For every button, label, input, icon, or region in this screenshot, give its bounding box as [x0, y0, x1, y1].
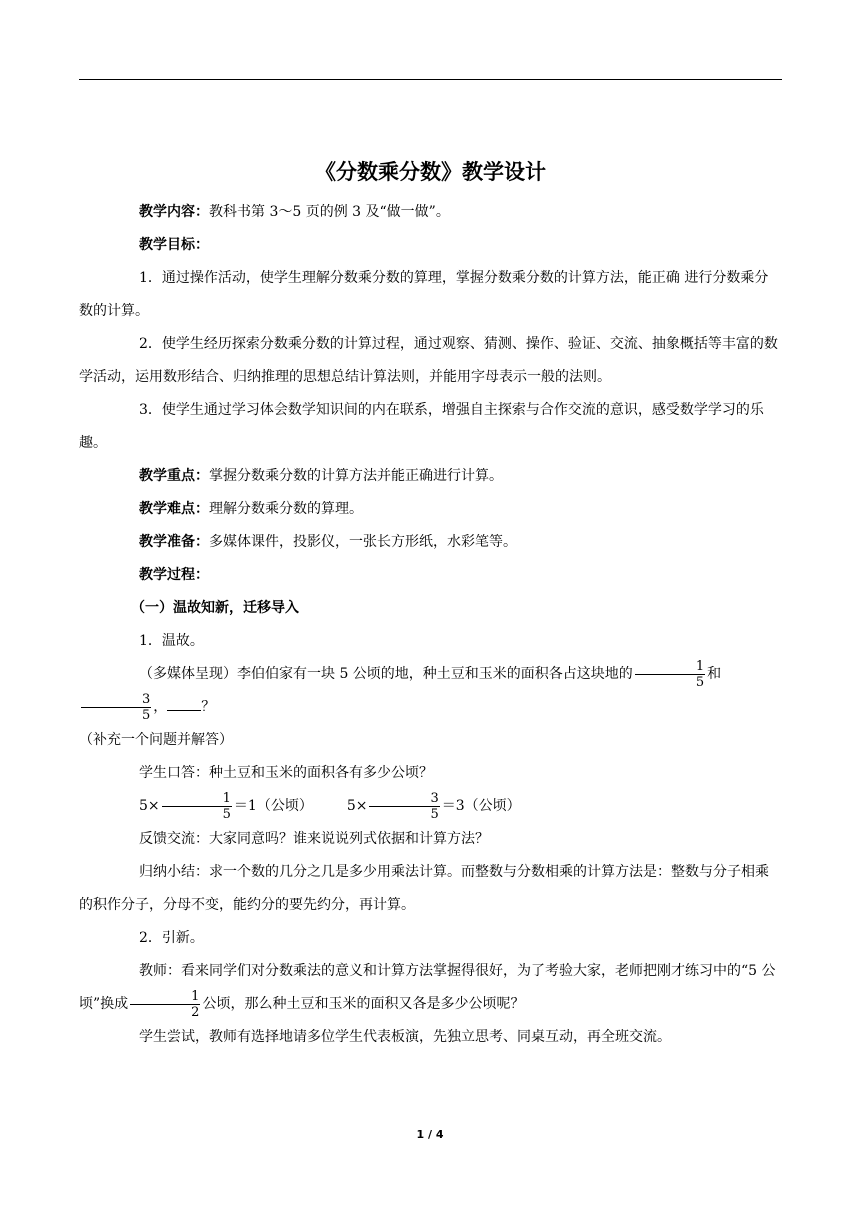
- key-point-text: 掌握分数乘分数的计算方法并能正确进行计算。: [209, 468, 503, 484]
- goal-1: 1．通过操作活动，使学生理解分数乘分数的算理，掌握分数乘分数的计算方法，能正确 进行分数乘分数的计算。: [79, 270, 769, 319]
- fraction-one-fifth: $\frac{1}{5}$: [635, 659, 705, 690]
- review-and: 和: [707, 666, 722, 682]
- step-1-heading: 1．温故。: [139, 633, 204, 649]
- goal-3: 3．使学生通过学习体会数学知识间的内在联系，增强自主探索与合作交流的意识，感受数学学习的乐趣。: [79, 402, 764, 451]
- calc-2-fraction: $\frac{3}{5}$: [369, 791, 439, 822]
- step-2-heading: 2．引新。: [139, 930, 204, 946]
- review-text-a: （多媒体呈现）李伯伯家有一块 5 公顷的地，种土豆和玉米的面积各占这块地的: [139, 666, 633, 682]
- teaching-goals-label: 教学目标：: [139, 237, 209, 253]
- teaching-key-point: [79, 460, 782, 493]
- teaching-content: [79, 196, 782, 229]
- fraction-one-half: $\frac{1}{2}$: [130, 989, 200, 1020]
- teaching-process-label: 教学过程：: [139, 567, 209, 583]
- teaching-content-text: 教科书第 3～5 页的例 3 及“做一做”。: [209, 204, 450, 220]
- page-number: 1 / 4: [416, 1128, 444, 1141]
- preparation-label: 教学准备：: [139, 534, 209, 550]
- preparation-text: 多媒体课件，投影仪，一张长方形纸，水彩笔等。: [209, 534, 517, 550]
- teacher-text-b: 公顷，那么种土豆和玉米的面积又各是多少公顷呢？: [202, 996, 525, 1012]
- document-title: 《分数乘分数》教学设计: [315, 159, 546, 184]
- student-answer: 学生口答：种土豆和玉米的面积各有多少公顷？: [139, 765, 433, 781]
- answer-blank: [167, 696, 201, 711]
- teaching-preparation: [79, 526, 782, 559]
- section-heading-1: （一）温故知新，迁移导入: [131, 600, 299, 616]
- difficulty-label: 教学难点：: [139, 501, 209, 517]
- review-question: [79, 658, 782, 757]
- calc-2-prefix: 5×: [346, 798, 368, 814]
- document-body: [79, 150, 782, 1054]
- calc-1-fraction: $\frac{1}{5}$: [162, 791, 232, 822]
- student-attempt: 学生尝试，教师有选择地请多位学生代表板演，先独立思考、同桌互动，再全班交流。: [139, 1029, 671, 1045]
- review-supplement: （补充一个问题并解答）: [79, 732, 233, 748]
- review-comma: ，: [153, 699, 168, 715]
- calc-2-result: ＝3（公顷）: [441, 798, 521, 814]
- teaching-difficulty: [79, 493, 782, 526]
- calc-1-prefix: 5×: [139, 798, 160, 814]
- calculation-line: [79, 790, 782, 823]
- teacher-prompt: [79, 955, 782, 1021]
- header-rule: [79, 79, 782, 80]
- summary: 归纳小结：求一个数的几分之几是多少用乘法计算。而整数与分数相乘的计算方法是：整数与分子相乘的积作分子，分母不变，能约分的要先约分，再计算。: [79, 864, 769, 913]
- review-question-mark: ？: [201, 699, 216, 715]
- feedback-exchange: 反馈交流：大家同意吗？谁来说说列式依据和计算方法？: [139, 831, 489, 847]
- teacher-text-a: 教师：看来同学们对分数乘法的意义和计算方法掌握得很好，为了考验大家，老师把刚才练习中的“5 公顷”换成: [79, 963, 776, 1012]
- fraction-three-fifths: $\frac{3}{5}$: [81, 692, 151, 723]
- difficulty-text: 理解分数乘分数的算理。: [209, 501, 363, 517]
- calc-1-result: ＝1（公顷）: [233, 798, 313, 814]
- key-point-label: 教学重点：: [139, 468, 209, 484]
- goal-2: 2．使学生经历探索分数乘分数的计算过程，通过观察、猜测、操作、验证、交流、抽象概括等丰富的数学活动，运用数形结合、归纳推理的思想总结计算法则，并能用字母表示一般的法则。: [79, 336, 778, 385]
- teaching-content-label: 教学内容：: [139, 204, 209, 220]
